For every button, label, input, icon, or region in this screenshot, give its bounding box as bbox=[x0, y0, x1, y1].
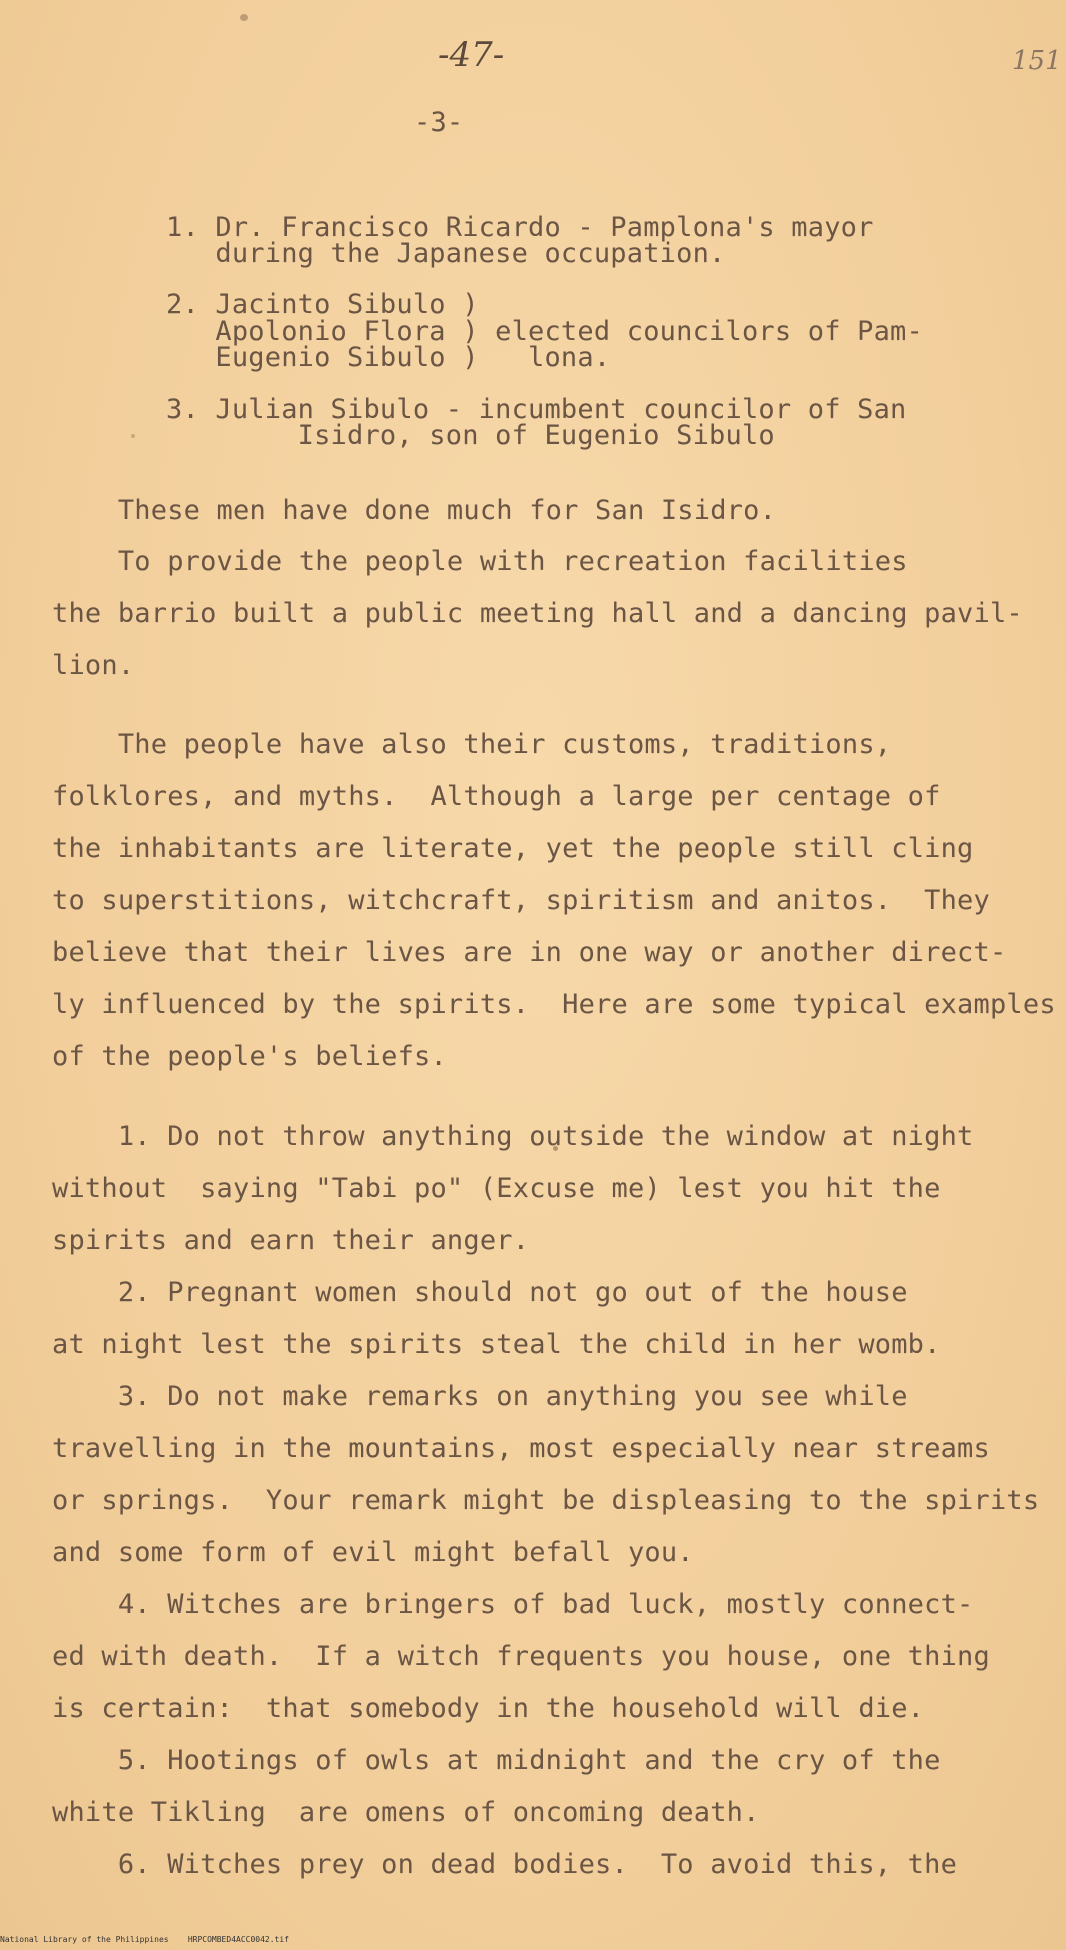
belief-line: 4. Witches are bringers of bad luck, mostly connect- bbox=[52, 1589, 974, 1620]
paragraph-line: lion. bbox=[52, 650, 135, 681]
belief-line: 2. Pregnant women should not go out of the house bbox=[52, 1277, 908, 1308]
paragraph-line: ly influenced by the spirits. Here are some typical examples bbox=[52, 989, 1056, 1020]
paragraph-line: folklores, and myths. Although a large per centage of bbox=[52, 781, 941, 812]
handwritten-page-number: -47- bbox=[438, 35, 505, 75]
belief-line: is certain: that somebody in the household will die. bbox=[52, 1693, 925, 1724]
handwritten-folio-number: 151 bbox=[1012, 46, 1062, 76]
paragraph-line: The people have also their customs, traditions, bbox=[52, 729, 892, 760]
belief-line: 5. Hootings of owls at midnight and the cry of the bbox=[52, 1745, 941, 1776]
belief-line: travelling in the mountains, most especially near streams bbox=[52, 1433, 990, 1464]
notable-line: Apolonio Flora ) elected councilors of Pam- bbox=[166, 316, 923, 347]
notable-line: 3. Julian Sibulo - incumbent councilor of San bbox=[166, 394, 907, 425]
notable-line: 2. Jacinto Sibulo ) bbox=[166, 289, 479, 320]
belief-line: and some form of evil might befall you. bbox=[52, 1537, 694, 1568]
belief-line: ed with death. If a witch frequents you house, one thing bbox=[52, 1641, 990, 1672]
notable-line: 1. Dr. Francisco Ricardo - Pamplona's mayor bbox=[166, 212, 874, 243]
paragraph-line: to superstitions, witchcraft, spiritism and anitos. They bbox=[52, 885, 990, 916]
scan-footer: National Library of the Philippines HRPCOMBED4ACC0042.tif bbox=[0, 1935, 289, 1944]
belief-line: spirits and earn their anger. bbox=[52, 1225, 530, 1256]
typed-page-number: -3- bbox=[414, 107, 464, 138]
belief-line: without saying "Tabi po" (Excuse me) lest you hit the bbox=[52, 1173, 941, 1204]
belief-line: white Tikling are omens of oncoming death. bbox=[52, 1797, 760, 1828]
notable-line: Isidro, son of Eugenio Sibulo bbox=[166, 420, 775, 451]
ink-spot bbox=[240, 14, 248, 21]
notable-line: during the Japanese occupation. bbox=[166, 238, 726, 269]
ink-spot bbox=[131, 434, 135, 438]
paragraph-line: of the people's beliefs. bbox=[52, 1041, 447, 1072]
paragraph-line: believe that their lives are in one way or another direct- bbox=[52, 937, 1007, 968]
paragraph-line: the barrio built a public meeting hall and a dancing pavil- bbox=[52, 598, 1023, 629]
belief-line: 3. Do not make remarks on anything you see while bbox=[52, 1381, 908, 1412]
notable-line: Eugenio Sibulo ) lona. bbox=[166, 342, 611, 373]
belief-line: at night lest the spirits steal the child in her womb. bbox=[52, 1329, 941, 1360]
belief-line: or springs. Your remark might be displeasing to the spirits bbox=[52, 1485, 1040, 1516]
paragraph-line: the inhabitants are literate, yet the people still cling bbox=[52, 833, 974, 864]
belief-line: 1. Do not throw anything outside the window at night bbox=[52, 1121, 974, 1152]
belief-line: 6. Witches prey on dead bodies. To avoid this, the bbox=[52, 1849, 958, 1880]
paragraph-line: These men have done much for San Isidro. bbox=[52, 495, 777, 526]
paragraph-line: To provide the people with recreation facilities bbox=[52, 546, 908, 577]
